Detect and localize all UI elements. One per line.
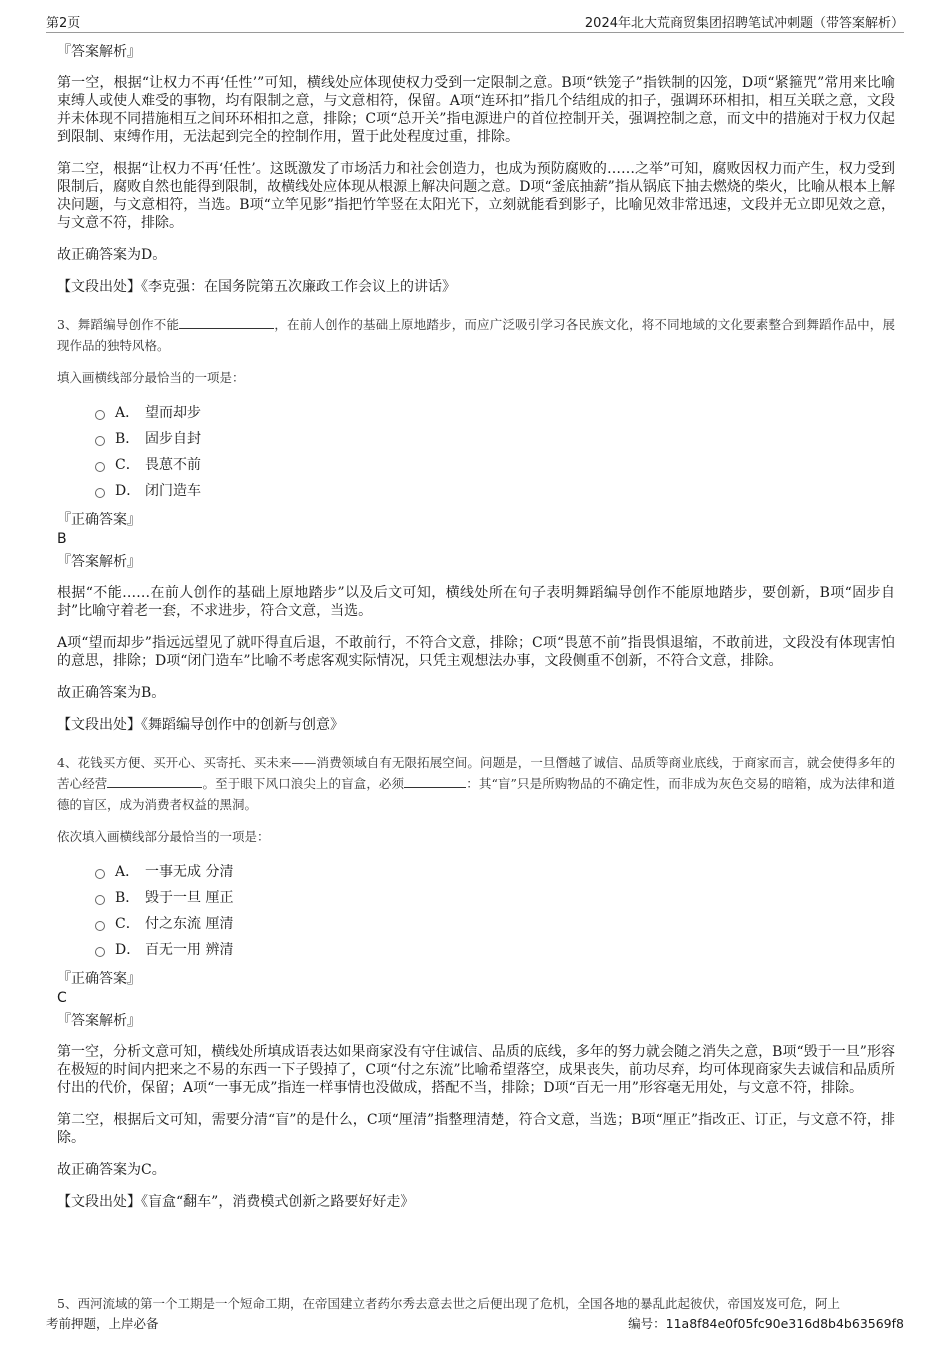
document-title: 2024年北大荒商贸集团招聘笔试冲刺题（带答案解析） bbox=[584, 16, 904, 31]
analysis-paragraph: 根据“不能……在前人创作的基础上原地踏步”以及后文可知，横线处所在句子表明舞蹈编导创作不能原地踏步，要创新，B项“固步自封”比喻守着老一套，不求进步，符合文意，当选。 bbox=[57, 585, 895, 619]
option-d[interactable]: D． 闭门造车 bbox=[95, 478, 895, 504]
analysis-heading: 『答案解析』 bbox=[57, 44, 141, 60]
radio-icon[interactable] bbox=[95, 436, 105, 446]
correct-answer-heading: 『正确答案』 bbox=[57, 512, 141, 528]
document-code bbox=[628, 1314, 904, 1332]
conclusion: 故正确答案为B。 bbox=[57, 685, 166, 701]
radio-icon[interactable] bbox=[95, 410, 105, 420]
option-a[interactable]: A． 望而却步 bbox=[95, 400, 895, 426]
footer-slogan: 考前押题，上岸必备 bbox=[46, 1316, 159, 1331]
page-header bbox=[46, 10, 904, 33]
answer-blank bbox=[179, 315, 274, 329]
stem-text: ：其“盲”只是所购物品的不确定性，而非成为灰色交易的暗箱，成为法律和道德的盲区，成为消费者权益的黑洞。 bbox=[57, 776, 895, 812]
question-4-options bbox=[95, 859, 895, 963]
question-prompt: 依次填入画横线部分最恰当的一项是： bbox=[57, 829, 270, 844]
conclusion: 故正确答案为C。 bbox=[57, 1162, 166, 1178]
question-3-options bbox=[95, 400, 895, 504]
analysis-paragraph: A项“望而却步”指远远望见了就吓得直后退，不敢前行，不符合文意，排除；C项“畏葸不前”指畏惧退缩，不敢前进，文段没有体现害怕的意思，排除；D项“闭门造车”比喻不考虑客观实际情况，只凭主观想法办事，文段侧重不创新，不符合文意，排除。 bbox=[57, 635, 895, 669]
analysis-paragraph: 第一空，分析文意可知，横线处所填成语表达如果商家没有守住诚信、品质的底线，多年的努力就会随之消失之意，B项“毁于一旦”形容在极短的时间内把来之不易的东西一下子毁掉了，C项“付之东流”比喻希望落空，成果丧失，前功尽弃，均可体现商家失去诚信和品质所付出的代价，保留；A项“一事无成”指连一样事情也没做成，搭配不当，排除；D项“百无一用”形容毫无用处，与文意不符，排除。 bbox=[57, 1044, 895, 1096]
conclusion: 故正确答案为D。 bbox=[57, 247, 167, 263]
correct-answer-heading: 『正确答案』 bbox=[57, 971, 141, 987]
answer-blank bbox=[404, 774, 466, 788]
document-body bbox=[57, 42, 895, 1225]
analysis-paragraph: 第二空，根据后文可知，需要分清“盲”的是什么，C项“厘清”指整理清楚，符合文意，当选；B项“厘正”指改正、订正，与文意不符，排除。 bbox=[57, 1112, 895, 1146]
radio-icon[interactable] bbox=[95, 895, 105, 905]
analysis-heading: 『答案解析』 bbox=[57, 554, 141, 570]
analysis-paragraph: 第二空，根据“让权力不再‘任性’。这既激发了市场活力和社会创造力，也成为预防腐败的……之举”可知，腐败因权力而产生，权力受到限制后，腐败自然也能得到限制，故横线处应体现从根源上解决问题之意。D项“釜底抽薪”指从锅底下抽去燃烧的柴火，比喻从根本上解决问题，与文意相符，当选。B项“立竿见影”指把竹竿竖在太阳光下，立刻就能看到影子，比喻见效非常迅速，文段并无立即见效之意，与文意不符，排除。 bbox=[57, 161, 895, 231]
option-c[interactable]: C． 畏葸不前 bbox=[95, 452, 895, 478]
radio-icon[interactable] bbox=[95, 488, 105, 498]
stem-text: 。至于眼下风口浪尖上的盲盒，必须 bbox=[202, 776, 405, 791]
question-3-stem bbox=[57, 314, 895, 356]
radio-icon[interactable] bbox=[95, 921, 105, 931]
question-4-stem bbox=[57, 752, 895, 815]
question-5-stem-cut: 5、西河流域的第一个工期是一个短命工期，在帝国建立者药尔秀去意去世之后便出现了危机，全国各地的暴乱此起彼伏，帝国岌岌可危，阿上 bbox=[57, 1296, 840, 1311]
source-citation: 【文段出处】《舞蹈编导创作中的创新与创意》 bbox=[57, 717, 344, 733]
analysis-paragraph: 第一空，根据“让权力不再‘任性’”可知，横线处应体现使权力受到一定限制之意。B项“铁笼子”指铁制的囚笼，D项“紧箍咒”常用来比喻束缚人或使人难受的事物，均有限制之意，与文意相符，保留。A项“连环扣”指几个结组成的扣子，强调环环相扣，相互关联之意，文段并未体现不同措施相互之间环环相扣之意，排除；C项“总开关”指电源进户的首位控制开关，强调控制之意，而文中的措施对于权力仅起到限制、束缚作用，无法起到完全的控制作用，置于此处程度过重，排除。 bbox=[57, 75, 895, 145]
radio-icon[interactable] bbox=[95, 869, 105, 879]
option-a[interactable]: A． 一事无成 分清 bbox=[95, 859, 895, 885]
source-citation: 【文段出处】《李克强：在国务院第五次廉政工作会议上的讲话》 bbox=[57, 279, 456, 295]
answer-blank bbox=[107, 774, 202, 788]
radio-icon[interactable] bbox=[95, 947, 105, 957]
option-b[interactable]: B． 毁于一旦 厘正 bbox=[95, 885, 895, 911]
page-number: 第2页 bbox=[46, 16, 81, 31]
stem-text: 3、舞蹈编导创作不能 bbox=[57, 317, 180, 332]
analysis-heading: 『答案解析』 bbox=[57, 1013, 141, 1029]
option-c[interactable]: C． 付之东流 厘清 bbox=[95, 911, 895, 937]
correct-answer: B bbox=[57, 531, 67, 547]
stem-text: 4、花钱买方便、买开心、买寄托、买未来——消费领域自有无限拓展空间。问题是，一旦僭越了诚信、品质等商业底线，于商家而言，就会使得多年的苦心经营 bbox=[57, 755, 895, 791]
question-prompt: 填入画横线部分最恰当的一项是： bbox=[57, 370, 245, 385]
radio-icon[interactable] bbox=[95, 462, 105, 472]
option-b[interactable]: B． 固步自封 bbox=[95, 426, 895, 452]
code-value: 11a8f84e0f05fc90e316d8b4b63569f8 bbox=[665, 1316, 904, 1331]
option-d[interactable]: D． 百无一用 辨清 bbox=[95, 937, 895, 963]
correct-answer: C bbox=[57, 990, 67, 1006]
stem-text: ，在前人创作的基础上原地踏步，而应广泛吸引学习各民族文化，将不同地域的文化要素整合到舞蹈作品中，展现作品的独特风格。 bbox=[57, 317, 895, 353]
source-citation: 【文段出处】《盲盒“翻车”，消费模式创新之路要好好走》 bbox=[57, 1194, 415, 1210]
code-label: 编号： bbox=[628, 1316, 666, 1331]
